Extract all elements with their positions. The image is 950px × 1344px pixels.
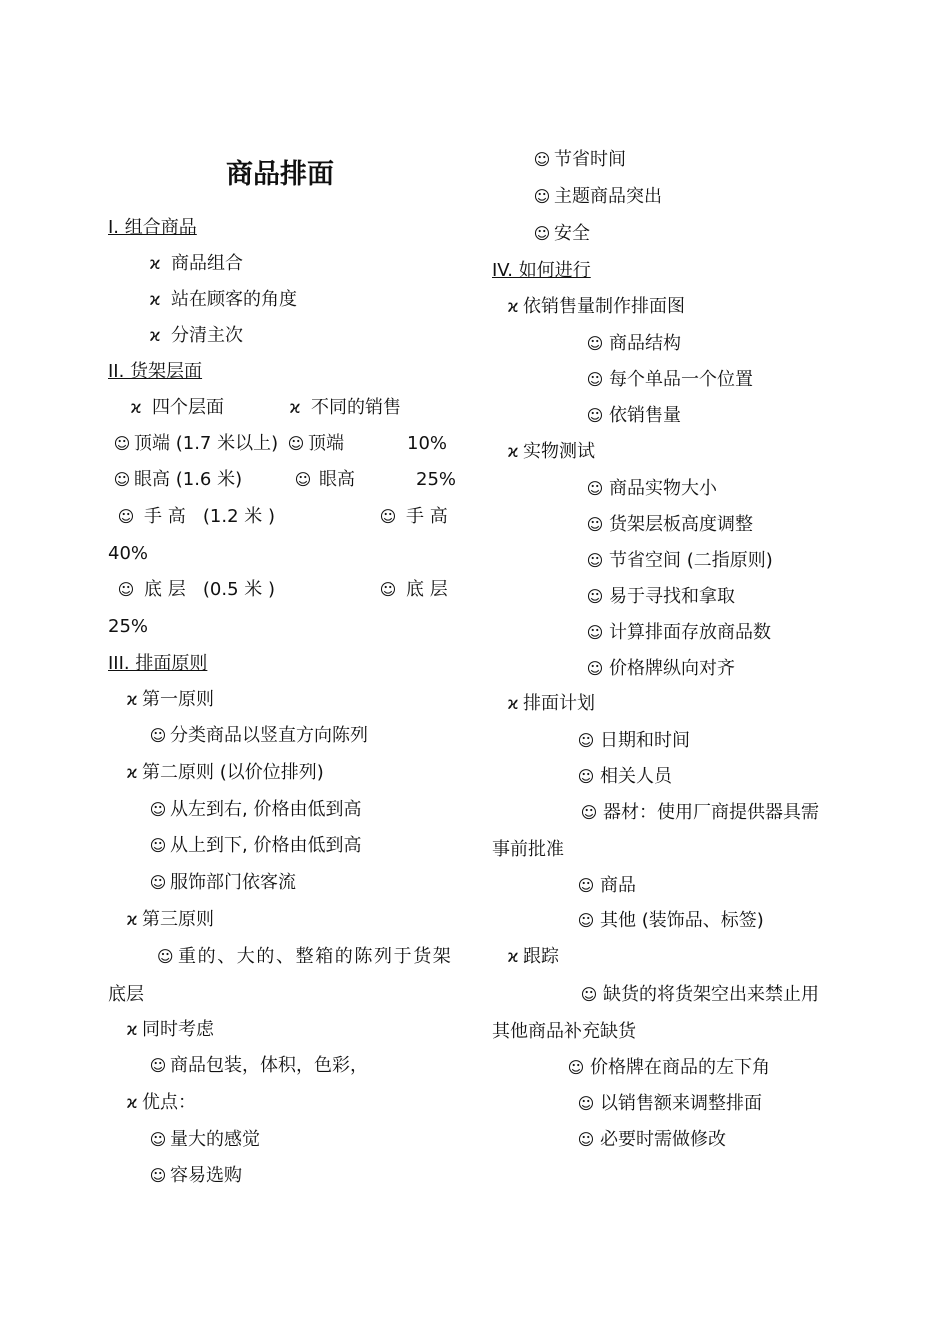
list-item: ϰ 商品组合: [145, 252, 243, 276]
pisces-bullet-icon: ϰ: [507, 694, 519, 714]
smiley-face-icon: ☺: [117, 580, 135, 599]
pisces-bullet-icon: ϰ: [126, 763, 138, 783]
pisces-bullet-icon: ϰ: [289, 398, 301, 418]
list-item: ϰ 站在顾客的角度: [145, 288, 297, 312]
list-item: ☺ 货架层板高度调整: [586, 514, 753, 535]
list-item: ☺ 其他 (装饰品、标签): [577, 910, 764, 931]
list-item: ☺ 从左到右, 价格由低到高: [149, 799, 362, 820]
shelf-row-sales: ☺ 眼高: [294, 469, 355, 490]
list-item: ☺ 价格牌纵向对齐: [586, 658, 735, 679]
step: ϰ 排面计划: [503, 692, 595, 716]
smiley-face-icon: ☺: [113, 470, 131, 489]
smiley-face-icon: ☺: [149, 873, 167, 892]
shelf-pct: 25%: [108, 616, 149, 637]
list-item: ☺ 容易选购: [149, 1165, 242, 1186]
smiley-face-icon: ☺: [580, 803, 598, 822]
shelf-row-sales: ☺ 底 层: [379, 579, 448, 600]
list-item: ☺ 服饰部门依客流: [149, 872, 296, 893]
smiley-face-icon: ☺: [586, 623, 604, 642]
smiley-face-icon: ☺: [577, 767, 595, 786]
shelf-pct: 40%: [108, 543, 149, 564]
section-heading-4: IV. 如何进行: [492, 260, 591, 281]
smiley-face-icon: ☺: [294, 470, 312, 489]
list-item: ☺ 以销售额来调整排面: [577, 1093, 762, 1114]
smiley-face-icon: ☺: [117, 507, 135, 526]
principle: ϰ 第一原则: [122, 688, 214, 712]
smiley-face-icon: ☺: [533, 150, 551, 169]
principle: ϰ 第二原则 (以价位排列): [122, 761, 324, 785]
list-item: ☺ 相关人员: [577, 766, 672, 787]
smiley-face-icon: ☺: [567, 1058, 585, 1077]
smiley-face-icon: ☺: [586, 479, 604, 498]
list-item: ☺ 必要时需做修改: [577, 1129, 726, 1150]
pisces-bullet-icon: ϰ: [126, 1093, 138, 1113]
pisces-bullet-icon: ϰ: [126, 1020, 138, 1040]
smiley-face-icon: ☺: [577, 731, 595, 750]
list-item-continuation: 事前批准: [492, 839, 564, 860]
list-item: ☺ 主题商品突出: [533, 186, 662, 207]
smiley-face-icon: ☺: [586, 659, 604, 678]
list-item: ☺ 易于寻找和拿取: [586, 586, 735, 607]
pisces-bullet-icon: ϰ: [126, 910, 138, 930]
smiley-face-icon: ☺: [586, 551, 604, 570]
list-item: ☺ 价格牌在商品的左下角: [567, 1057, 770, 1078]
list-item: ☺ 节省时间: [533, 149, 626, 170]
list-item-continuation: 底层: [108, 984, 144, 1005]
shelf-pct: 25%: [416, 469, 457, 490]
list-item: ☺ 商品: [577, 875, 636, 896]
smiley-face-icon: ☺: [533, 187, 551, 206]
page-title: 商品排面: [226, 159, 334, 190]
smiley-face-icon: ☺: [586, 406, 604, 425]
list-item: ☺ 分类商品以竖直方向陈列: [149, 725, 368, 746]
smiley-face-icon: ☺: [149, 1130, 167, 1149]
smiley-face-icon: ☺: [149, 800, 167, 819]
list-item: ☺ 每个单品一个位置: [586, 369, 753, 390]
smiley-face-icon: ☺: [379, 507, 397, 526]
shelf-row-sales: ☺ 顶端: [287, 433, 344, 454]
pisces-bullet-icon: ϰ: [149, 290, 161, 310]
step: ϰ 跟踪: [503, 945, 559, 969]
smiley-face-icon: ☺: [287, 434, 305, 453]
pisces-bullet-icon: ϰ: [149, 326, 161, 346]
smiley-face-icon: ☺: [577, 911, 595, 930]
shelf-pct: 10%: [407, 433, 448, 454]
smiley-face-icon: ☺: [577, 1130, 595, 1149]
pisces-bullet-icon: ϰ: [507, 947, 519, 967]
section-heading-1: I. 组合商品: [108, 217, 197, 238]
smiley-face-icon: ☺: [113, 434, 131, 453]
list-item: ☺ 节省空间 (二指原则): [586, 550, 773, 571]
principle: ϰ 同时考虑: [122, 1018, 214, 1042]
shelf-row: ☺ 底 层 (0.5 米 ): [117, 579, 276, 600]
smiley-face-icon: ☺: [533, 224, 551, 243]
list-item: ϰ 分清主次: [145, 324, 243, 348]
list-item: ☺ 依销售量: [586, 405, 681, 426]
principle: ϰ 第三原则: [122, 908, 214, 932]
list-item: ☺ 日期和时间: [577, 730, 690, 751]
list-item: ☺ 商品包装，体积，色彩，: [149, 1055, 368, 1076]
list-item: ☺ 器材：使用厂商提供器具需: [580, 802, 819, 823]
smiley-face-icon: ☺: [149, 1056, 167, 1075]
smiley-face-icon: ☺: [149, 1166, 167, 1185]
list-item: ☺ 重的、大的、整箱的陈列于货架: [156, 946, 453, 967]
pisces-bullet-icon: ϰ: [149, 254, 161, 274]
smiley-face-icon: ☺: [580, 985, 598, 1004]
shelf-row: ☺ 顶端 (1.7 米以上): [113, 433, 279, 454]
smiley-face-icon: ☺: [379, 580, 397, 599]
smiley-face-icon: ☺: [577, 876, 595, 895]
list-item: ☺ 计算排面存放商品数: [586, 622, 771, 643]
list-item-continuation: 其他商品补充缺货: [492, 1021, 636, 1042]
pisces-bullet-icon: ϰ: [130, 398, 142, 418]
list-item: ☺ 缺货的将货架空出来禁止用: [580, 984, 819, 1005]
smiley-face-icon: ☺: [156, 947, 176, 966]
smiley-face-icon: ☺: [577, 1094, 595, 1113]
smiley-face-icon: ☺: [586, 515, 604, 534]
step: ϰ 实物测试: [503, 440, 595, 464]
section-heading-2: II. 货架层面: [108, 361, 203, 382]
smiley-face-icon: ☺: [586, 334, 604, 353]
smiley-face-icon: ☺: [586, 587, 604, 606]
step: ϰ 依销售量制作排面图: [503, 295, 685, 319]
pisces-bullet-icon: ϰ: [126, 690, 138, 710]
shelf-row-sales: ☺ 手 高: [379, 506, 448, 527]
pisces-bullet-icon: ϰ: [507, 442, 519, 462]
shelf-row: ☺ 手 高 (1.2 米 ): [117, 506, 276, 527]
shelf-col-b: ϰ 不同的销售: [285, 396, 401, 420]
pisces-bullet-icon: ϰ: [507, 297, 519, 317]
section-heading-3: III. 排面原则: [108, 653, 208, 674]
smiley-face-icon: ☺: [586, 370, 604, 389]
smiley-face-icon: ☺: [149, 726, 167, 745]
principle: ϰ 优点：: [122, 1091, 196, 1115]
list-item: ☺ 从上到下, 价格由低到高: [149, 835, 362, 856]
list-item: ☺ 商品结构: [586, 333, 681, 354]
shelf-row: ☺ 眼高 (1.6 米): [113, 469, 243, 490]
list-item: ☺ 量大的感觉: [149, 1129, 260, 1150]
list-item: ☺ 安全: [533, 223, 590, 244]
list-item: ☺ 商品实物大小: [586, 478, 717, 499]
smiley-face-icon: ☺: [149, 836, 167, 855]
shelf-col-a: ϰ 四个层面: [126, 396, 224, 420]
